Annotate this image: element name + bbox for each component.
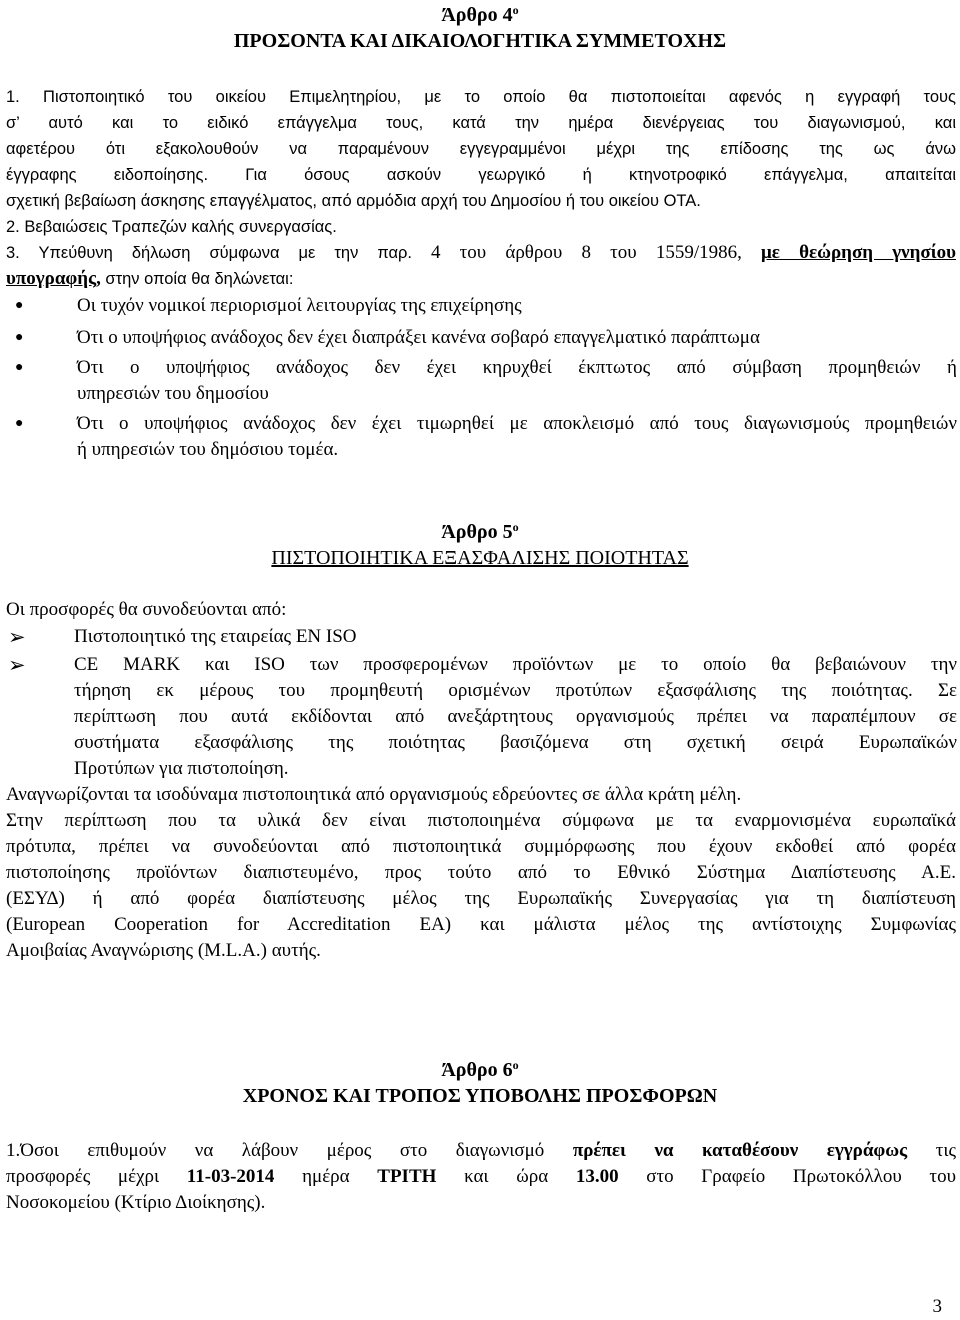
bullet-text: Ότι ο υποψήφιος ανάδοχος δεν έχει διαπράξει κανένα σοβαρό επαγγελματικό παράπτωμα [77, 327, 760, 348]
art5-para-line: (European Cooperation for Accreditation EA) και μάλιστα μέλος της αντίστοιχης Συμφωνίας [6, 914, 956, 935]
bullet-icon: ● [15, 330, 24, 345]
art5-recognized: Αναγνωρίζονται τα ισοδύναμα πιστοποιητικά από οργανισμούς εδρεύοντες σε άλλα κράτη μέλη. [6, 784, 742, 805]
page-number: 3 [932, 1296, 942, 1317]
arrow-item-text: συστήματα εξασφάλισης της ποιότητας βασιζόμενα στη σχετική σειρά Ευρωπαϊκών [74, 732, 957, 753]
bullet-icon: ● [15, 360, 24, 375]
art4-item3-line: 3. Υπεύθυνη δήλωση σύμφωνα με την παρ. 4 του άρθρου 8 του 1559/1986, με θεώρηση γνησίου [6, 242, 956, 263]
bullet-text: Οι τυχόν νομικοί περιορισμοί λειτουργίας της επιχείρησης [77, 295, 522, 316]
art4-item3-line: υπογραφής, στην οποία θα δηλώνεται: [6, 268, 294, 289]
art5-para-line: Αμοιβαίας Αναγνώρισης (M.L.A.) αυτής. [6, 940, 321, 961]
bullet-text: Ότι ο υποψήφιος ανάδοχος δεν έχει κηρυχθεί έκπτωτος από σύμβαση προμηθειών ή [77, 357, 957, 378]
art4-item1-line: σχετική βεβαίωση άσκησης επαγγέλματος, από αρμόδια αρχή του Δημοσίου ή του οικείου ΟΤΑ. [6, 192, 701, 210]
arrow-bullet-icon: ➢ [8, 653, 26, 677]
arrow-item-text: τήρηση εκ μέρους του προμηθευτή ορισμένων προτύπων εξασφάλισης της ποιότητας. Σε [74, 680, 957, 701]
art4-item1-line: αφετέρου ότι εξακολουθούν να παραμένουν εγγεγραμμένοι μέχρι της επίδοσης της ως άνω [6, 140, 956, 158]
art5-para-line: πρότυπα, πρέπει να συνοδεύονται από πιστοποιητικά συμμόρφωσης που έχουν εκδοθεί από φορέα [6, 836, 956, 857]
art6-line: προσφορές μέχρι 11-03-2014 ημέρα ΤΡΙΤΗ και ώρα 13.00 στο Γραφείο Πρωτοκόλλου του [6, 1166, 956, 1187]
art6-line: Νοσοκομείου (Κτίριο Διοίκησης). [6, 1192, 266, 1213]
art4-item1-line: έγγραφης ειδοποίησης. Για όσους ασκούν γεωργικό ή κτηνοτροφικό επάγγελμα, απαιτείται [6, 166, 956, 184]
art6-line: 1.Όσοι επιθυμούν να λάβουν μέρος στο διαγωνισμό πρέπει να καταθέσουν εγγράφως τις [6, 1140, 956, 1161]
article-6-heading: ΧΡΟΝΟΣ ΚΑΙ ΤΡΟΠΟΣ ΥΠΟΒΟΛΗΣ ΠΡΟΣΦΟΡΩΝ [242, 1085, 718, 1107]
art5-intro: Οι προσφορές θα συνοδεύονται από: [6, 599, 287, 620]
article-6-title: Άρθρο $6^o$ [441, 1058, 519, 1081]
arrow-bullet-icon: ➢ [8, 625, 26, 649]
art5-para-line: πιστοποίησης προϊόντων διαπιστευμένο, προς τούτο από το Εθνικό Σύστημα Διαπίστευσης Α.Ε. [6, 862, 956, 883]
article-5-heading: ΠΙΣΤΟΠΟΙΗΤΙΚΑ ΕΞΑΣΦΑΛΙΣΗΣ ΠΟΙΟΤΗΤΑΣ [271, 547, 689, 569]
arrow-item-text: περίπτωση που αυτά εκδίδονται από ανεξάρτητους οργανισμούς πρέπει να παραπέμπουν σε [74, 706, 957, 727]
bullet-icon: ● [15, 416, 24, 431]
art5-para-line: Στην περίπτωση που τα υλικά δεν είναι πιστοποιημένα σύμφωνα με τα εναρμονισμένα ευρωπαϊκά [6, 810, 956, 831]
art4-item2: 2. Βεβαιώσεις Τραπεζών καλής συνεργασίας. [6, 218, 337, 236]
bullet-text: ή υπηρεσιών του δημόσιου τομέα. [77, 439, 339, 460]
bullet-text: Ότι ο υποψήφιος ανάδοχος δεν έχει τιμωρηθεί με αποκλεισμό από τους διαγωνισμούς προμηθειών [77, 413, 957, 434]
arrow-item-text: Πιστοποιητικό της εταιρείας EN ISO [74, 626, 357, 647]
article-5-title: Άρθρο $5^o$ [441, 520, 519, 543]
arrow-item-text: Προτύπων για πιστοποίηση. [74, 758, 289, 779]
bullet-text: υπηρεσιών του δημοσίου [77, 383, 269, 404]
art5-para-line: (ΕΣΥΔ) ή από φορέα διαπίστευσης μέλος της Ευρωπαϊκής Συνεργασίας για τη διαπίστευση [6, 888, 956, 909]
article-4-title: Άρθρο $4^o$ [441, 3, 519, 26]
bullet-icon: ● [15, 298, 24, 313]
art4-item1-line: σ’ αυτό και το ειδικό επάγγελμα τους, κατά την ημέρα διενέργειας του διαγωνισμού, και [6, 114, 956, 132]
art4-item1-line: 1. Πιστοποιητικό του οικείου Επιμελητηρίου, με το οποίο θα πιστοποιείται αφενός η εγγραφή τους [6, 88, 956, 106]
article-4-heading: ΠΡΟΣΟΝΤΑ ΚΑΙ ΔΙΚΑΙΟΛΟΓΗΤΙΚΑ ΣΥΜΜΕΤΟΧΗΣ [233, 30, 727, 52]
arrow-item-text: CE MARK και ISO των προσφερομένων προϊόντων με το οποίο θα βεβαιώνουν την [74, 654, 957, 675]
